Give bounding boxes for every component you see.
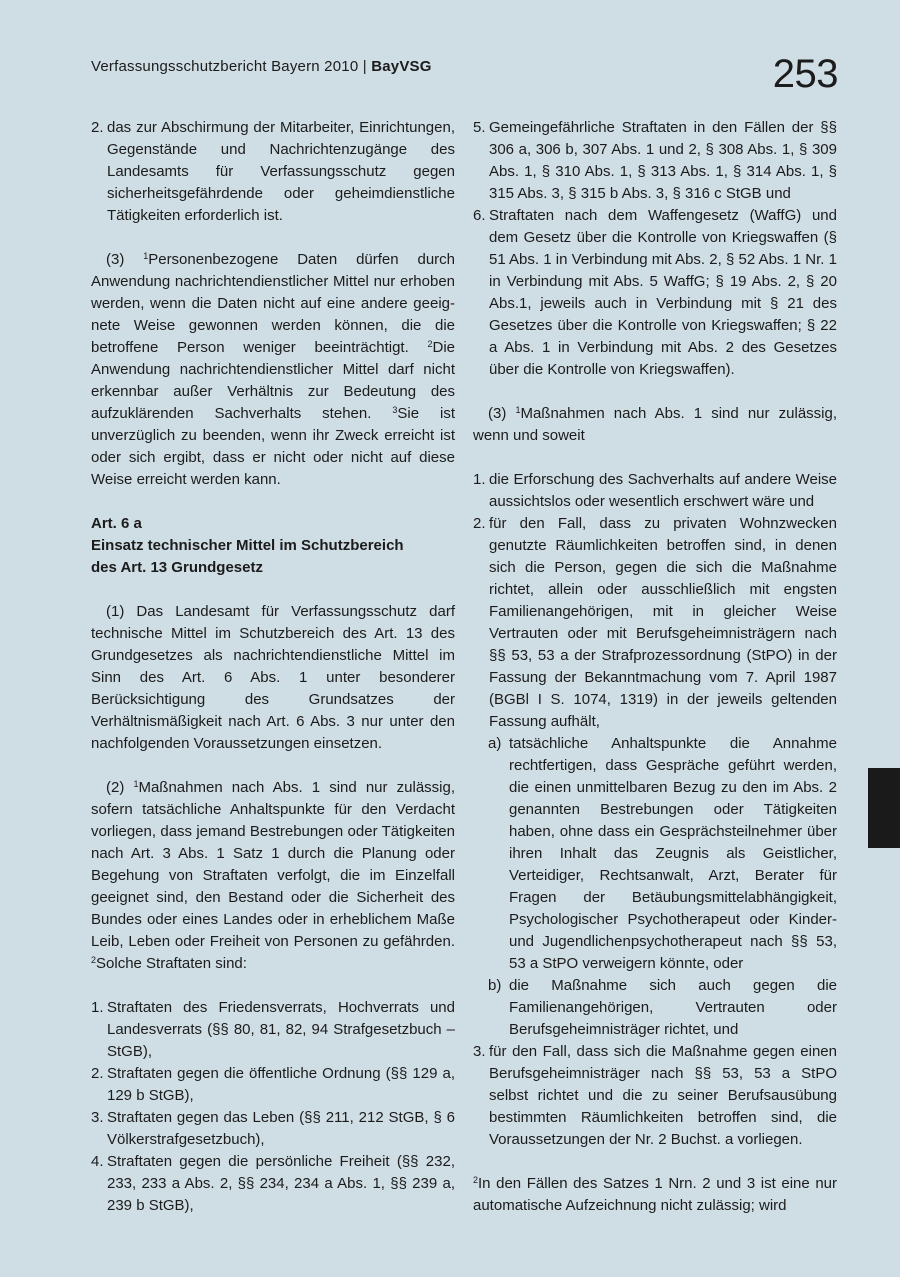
list-item: 3. für den Fall, dass sich die Maßnahme gegen einen Berufsgeheimnisträger nach §§ 53, 53 a StPO selbst richtet und die zu seiner Berufsausübung bestimmten Räumlichkeiten betroffen sind, die Voraussetzungen der Nr. 2 Buchst. a vorliegen. xyxy=(473,1043,837,1148)
article-title-line-1: Einsatz technischer Mittel im Schutzbereich xyxy=(91,537,404,554)
report-title: Verfassungsschutzbericht Bayern 2010 | xyxy=(91,58,367,75)
paragraph-1: (1) Das Landesamt für Verfassungsschutz darf technische Mittel im Schutzbereich des Art. 13 des Grundgesetzes als nachrichtendienstliche Mittel im Sinn des Art. 6 Abs. 1 unter besonderer Berücksichtigung des Grundsatzes der Verhältnismäßigkeit nach Art. 6 Abs. 3 nur unter den nachfolgenden Voraussetzungen einsetzen. xyxy=(91,603,455,752)
list-number: 2. xyxy=(91,119,104,136)
list-item: 4. Straftaten gegen die persönliche Freiheit (§§ 232, 233, 233 a Abs. 2, §§ 234, 234 a Abs. 1, §§ 239 a, 239 b StGB), xyxy=(91,1153,455,1214)
paragraph-3: (3) $^1$Personenbezogene Daten dürfen durch Anwendung nachrichtendienstlicher Mittel nur erhoben werden, wenn die Daten nicht auf eine andere geeig-nete Weise gewonnen werden können, die die betroffene Person weniger beeinträchtigt. $^2$Die Anwendung nachrichtendienstlicher Mittel darf nicht erkennbar außer Verhältnis zur Bedeutung des aufzuklärenden Sachverhalts stehen. $^3$Sie ist unverzüglich zu beenden, wenn ihr Zweck erreicht ist oder sich ergibt, dass er nicht oder nicht auf diese Weise erreicht werden kann. xyxy=(91,251,455,488)
list-item: 1. Straftaten des Friedensverrats, Hochverrats und Landesverrats (§§ 80, 81, 82, 94 Strafgesetzbuch – StGB), xyxy=(91,999,455,1060)
right-column xyxy=(473,117,837,1217)
final-paragraph: $^2$In den Fällen des Satzes 1 Nrn. 2 und 3 ist eine nur automatische Aufzeichnung nicht zulässig; wird xyxy=(473,1175,837,1214)
article-heading: Art. 6 a xyxy=(91,515,142,532)
sub-list-item: a) tatsächliche Anhaltspunkte die Annahme rechtfertigen, dass Gespräche geführt werden, die einen unmittelbaren Bezug zu den im Abs. 2 genannten Bestrebungen oder Tätigkeiten haben, ohne dass ein Gesprächsteilnehmer über ihren Inhalt das Zeugnis als Geistlicher, Verteidiger, Rechtsanwalt, Arzt, Berater für Fragen der Betäubungsmittelabhängigkeit, Psychologischer Psychotherapeut oder Kinder- und Jugendlichenpsychotherapeut nach §§ 53, 53 a StPO verweigern könnte, oder xyxy=(488,735,837,972)
list-item: 5. Gemeingefährliche Straftaten in den Fällen der §§ 306 a, 306 b, 307 Abs. 1 und 2, § 308 Abs. 1, § 309 Abs. 1, § 310 Abs. 1, § 313 Abs. 1, § 314 Abs. 1, § 315 Abs. 3, § 315 b Abs. 3, § 316 c StGB und xyxy=(473,119,837,202)
list-item: 2. Straftaten gegen die öffentliche Ordnung (§§ 129 a, 129 b StGB), xyxy=(91,1065,455,1104)
list-item: 3. Straftaten gegen das Leben (§§ 211, 212 StGB, § 6 Völkerstrafgesetzbuch), xyxy=(91,1109,455,1148)
paragraph-2: (2) $^1$Maßnahmen nach Abs. 1 sind nur zulässig, sofern tatsächliche Anhaltspunkte für den Verdacht vorliegen, dass jemand Bestrebungen oder Tätigkeiten nach Art. 3 Abs. 1 Satz 1 durch die Planung oder Begehung von Straftaten verfolgt, die im Einzelfall geeignet sind, den Bestand oder die Sicherheit des Bundes oder eines Landes oder in erheblichem Maße Leib, Leben oder Freiheit von Personen zu gefährden. $^2$Solche Straftaten sind: xyxy=(91,779,455,972)
list-item: 1. die Erforschung des Sachverhalts auf andere Weise aussichtslos oder wesentlich erschwert wäre und xyxy=(473,471,837,510)
law-abbreviation: BayVSG xyxy=(371,58,432,75)
sub-list-item: b) die Maßnahme sich auch gegen die Familienangehörigen, Vertrauten oder Berufsgeheimnisträger richtet, und xyxy=(488,977,837,1038)
left-column xyxy=(91,117,455,1217)
list-item xyxy=(91,117,455,227)
chapter-tab-marker xyxy=(868,768,900,848)
article-title-line-2: des Art. 13 Grundgesetz xyxy=(91,559,263,576)
paragraph-3-right: (3) $^1$Maßnahmen nach Abs. 1 sind nur zulässig, wenn und soweit xyxy=(473,405,837,444)
list-item: 6. Straftaten nach dem Waffengesetz (WaffG) und dem Gesetz über die Kontrolle von Kriegswaffen (§ 51 Abs. 1 in Verbindung mit Abs. 2, § 52 Abs. 1 Nr. 1 in Verbindung mit Abs. 5 WaffG; § 19 Abs. 2, § 20 Abs.1, jeweils auch in Verbindung mit § 21 des Gesetzes über die Kontrolle von Kriegswaffen; § 22 a Abs. 1 in Verbindung mit Abs. 2 des Gesetzes über die Kontrolle von Kriegswaffen). xyxy=(473,207,837,378)
running-header xyxy=(91,58,432,75)
page-number: 253 xyxy=(772,52,838,96)
list-text: das zur Abschirmung der Mitarbeiter, Einrichtungen, Gegenstände und Nachrichtenzugänge des Landesamts für Verfassungsschutz gegen sicherheitsgefährdende oder geheimdienstliche Tätigkeiten erforderlich ist. xyxy=(107,119,455,224)
list-item: 2. für den Fall, dass zu privaten Wohnzwecken genutzte Räumlichkeiten betroffen sind, in denen sich die Person, gegen die sich die Maßnahme richtet, allein oder ausschließlich mit engsten Familienangehörigen, mit in gleicher Weise Vertrauten oder mit Berufsgeheimnisträgern nach §§ 53, 53 a der Strafprozessordnung (StPO) in der Fassung der Bekanntmachung vom 7. April 1987 (BGBl I S. 1074, 1319) in der jeweils geltenden Fassung aufhält, xyxy=(473,515,837,730)
